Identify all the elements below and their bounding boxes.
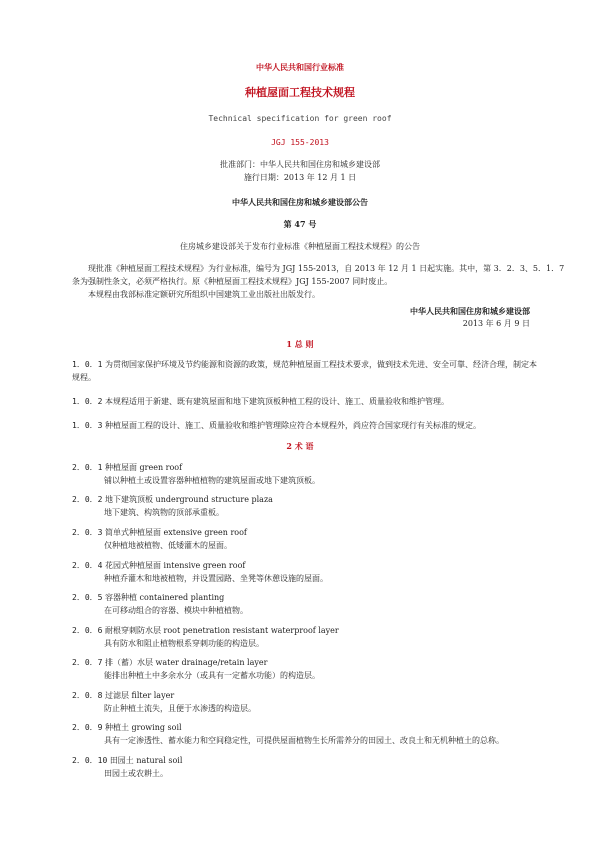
clause-1-0-3 [72,419,481,432]
term-definition: 能排出种植土中多余水分（或具有一定蓄水功能）的构造层。 [104,671,320,680]
term-name: 过滤层 filter layer [105,691,175,700]
term-definition: 具有防水和阻止植物根系穿刺功能的构造层。 [104,639,264,648]
term-definition: 防止种植土流失，且便于水渗透的构造层。 [104,704,256,713]
term-number: 2．0．4 [72,561,103,570]
industry-standard-label: 中华人民共和国行业标准 [256,62,344,72]
term-name: 种植土 growing soil [105,723,182,732]
term-name: 排（蓄）水层 water drainage/retain layer [105,658,268,667]
term-name: 容器种植 containered planting [105,593,225,602]
announcement-date: 2013 年 6 月 9 日 [462,319,530,328]
clause-1-0-2 [72,395,449,408]
chapter-1-heading: 1 总 则 [286,339,314,349]
document-title: 种植屋面工程技术规程 [245,86,355,99]
term-name: 田园土 natural soil [109,756,183,765]
announcement-body-line: 条为强制性条文，必须严格执行。原《种植屋面工程技术规程》JGJ 155-2007 同时废止。 [72,277,393,286]
announcement-issuer: 中华人民共和国住房和城乡建设部公告 [232,197,368,207]
clause-number: 1．0．2 [72,397,103,406]
term-definition: 仅种植地被植物、低矮灌木的屋面。 [104,541,232,550]
term-definition: 地下建筑、构筑物的顶部承重板。 [104,508,224,517]
term-definition: 具有一定渗透性、蓄水能力和空间稳定性，可提供屋面植物生长所需养分的田园土、改良土和无机种植土的总称。 [104,736,504,745]
clause-1-0-1 [72,358,537,371]
term-name: 花园式种植屋面 intensive green roof [105,561,246,570]
term-item [72,493,273,506]
term-number: 2．0．9 [72,723,103,732]
term-item [72,656,267,669]
term-item [72,721,182,734]
term-item [72,526,247,539]
term-item [72,689,174,702]
effective-date: 施行日期：2013 年 12 月 1 日 [243,173,357,182]
term-item [72,591,224,604]
term-definition: 在可移动组合的容器、模块中种植植物。 [104,606,248,615]
term-number: 2．0．2 [72,495,103,504]
term-number: 2．0．3 [72,528,103,537]
term-definition: 田园土或农耕土。 [104,769,168,778]
term-name: 耐根穿刺防水层 root penetration resistant waterproof layer [105,626,339,635]
clause-text: 为贯彻国家保护环境及节约能源和资源的政策，规范种植屋面工程技术要求，做到技术先进、安全可靠、经济合理，制定本 [105,360,537,369]
term-item [72,624,339,637]
term-number: 2．0．5 [72,593,103,602]
term-item [72,461,182,474]
document-title-english: Technical specification for green roof [208,114,392,123]
clause-text: 种植屋面工程的设计、施工、质量验收和维护管理除应符合本规程外，尚应符合国家现行有关标准的规定。 [105,421,481,430]
term-item [72,559,245,572]
term-name: 种植屋面 green roof [105,463,183,472]
clause-text: 本规程适用于新建、既有建筑屋面和地下建筑顶板种植工程的设计、施工、质量验收和维护管理。 [105,397,449,406]
clause-number: 1．0．3 [72,421,103,430]
term-number: 2．0．1 [72,463,103,472]
term-name: 地下建筑顶板 underground structure plaza [105,495,273,504]
announcement-body-line: 本规程由我部标准定额研究所组织中国建筑工业出版社出版发行。 [88,290,320,299]
clause-number: 1．0．1 [72,360,103,369]
standard-code: JGJ 155-2013 [271,138,329,147]
term-number: 2．0．10 [72,756,108,765]
term-item [72,754,182,767]
term-name: 简单式种植屋面 extensive green roof [105,528,247,537]
announcement-subject: 住房城乡建设部关于发布行业标准《种植屋面工程技术规程》的公告 [180,242,420,251]
clause-1-0-1-continued: 规程。 [72,373,96,382]
term-number: 2．0．6 [72,626,103,635]
chapter-2-heading: 2 术 语 [286,441,314,451]
announcement-number: 第 47 号 [283,219,317,229]
term-number: 2．0．7 [72,658,103,667]
term-definition: 铺以种植土或设置容器种植植物的建筑屋面或地下建筑顶板。 [104,476,320,485]
term-number: 2．0．8 [72,691,103,700]
term-definition: 种植乔灌木和地被植物，并设置园路、坐凳等休憩设施的屋面。 [104,574,328,583]
announcement-body-line: 现批准《种植屋面工程技术规程》为行业标准，编号为 JGJ 155-2013，自 2013 年 12 月 1 日起实施。其中，第 3．2．3、5．1．7 [88,264,565,273]
approval-department: 批准部门：中华人民共和国住房和城乡建设部 [220,160,380,169]
announcement-signature: 中华人民共和国住房和城乡建设部 [410,306,530,316]
